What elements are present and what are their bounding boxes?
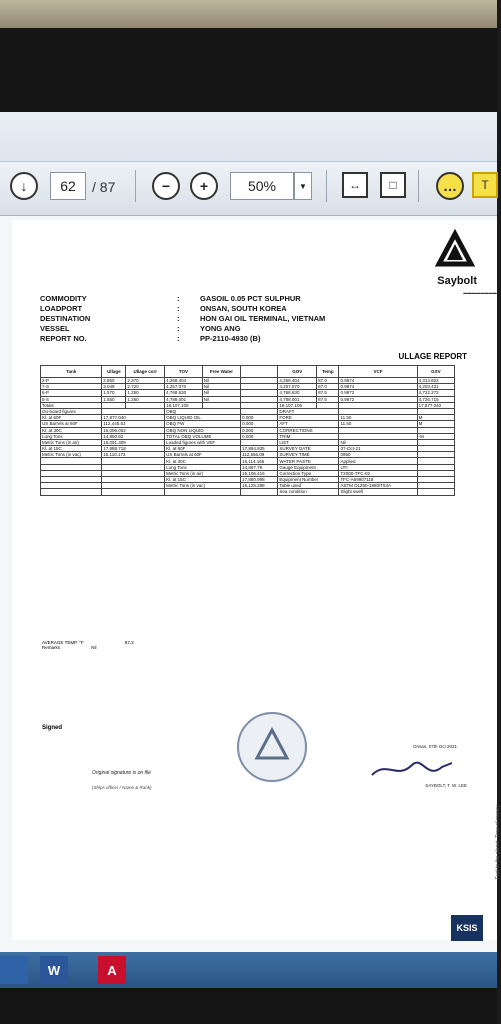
table-cell: 1.260 [126, 396, 165, 402]
table-cell: 15,091.309 [102, 439, 165, 445]
original-signature-note: Original signature is on file [92, 770, 151, 776]
table-cell: 87.5 [317, 396, 339, 402]
menu-bar [0, 112, 497, 162]
brand-name: Saybolt [437, 275, 477, 287]
header-colons: : : : : : [177, 294, 180, 343]
table-cell: Table used [278, 483, 339, 489]
chevron-down-icon[interactable]: ▼ [294, 172, 312, 200]
table-cell: 87.5 [317, 390, 339, 396]
zoom-out-icon[interactable]: − [152, 172, 180, 200]
value-destination: HON GAI OIL TERMINAL, VIETNAM [200, 314, 326, 323]
pdf-viewer-window [0, 112, 501, 952]
table-cell: 87.0 [317, 378, 339, 384]
table-cell: M [417, 421, 454, 427]
table-cell: Metric Tons (in vac) [41, 452, 102, 458]
table-cell: 4,203.431 [417, 384, 454, 390]
table-cell: 87.0 [317, 384, 339, 390]
document-area [0, 216, 501, 952]
table-cell: 07-Oct-21 [339, 446, 417, 452]
table-cell: 2.850 [102, 378, 126, 384]
table-cell: Long Tons [165, 464, 241, 470]
table-cell: On-board figures [41, 408, 102, 414]
toolbar-separator [326, 170, 327, 202]
table-cell: LIST [278, 439, 339, 445]
label-loadport: LOADPORT [40, 304, 83, 313]
taskbar-item[interactable] [0, 956, 28, 984]
table-cell: Nil [202, 378, 240, 384]
value-loadport: ONSAN, SOUTH KOREA [200, 304, 287, 313]
value-commodity: GASOIL 0.05 PCT SULPHUR [200, 294, 301, 303]
table-cell: 0.9874 [339, 384, 417, 390]
table-cell [241, 489, 278, 495]
table-cell: 4,788.001 [278, 396, 317, 402]
table-cell: OBQ LIQUID OIL [165, 415, 241, 421]
table-cell: US Barrels at 60F [41, 421, 102, 427]
table-cell: 0.000 [241, 415, 278, 421]
date-place: Onsan, 07th Oct 2021 [412, 744, 457, 749]
monitor-bezel-bottom [0, 988, 497, 1024]
table-cell: OBQ NON LIQUID [165, 427, 241, 433]
table-cell: SURVEY DATE [278, 446, 339, 452]
value-vessel: YONG ANG [200, 324, 241, 333]
table-cell: Temp [317, 366, 339, 378]
table-cell [102, 489, 165, 495]
table-cell: 2.370 [126, 378, 165, 384]
table-cell: 4,768.630 [165, 390, 203, 396]
table-cell: Kl. at 60F [165, 446, 241, 452]
table-cell: T2000-TFC-02 [339, 470, 417, 476]
table-cell: 0.000 [241, 421, 278, 427]
table-cell: 0.9872 [339, 390, 417, 396]
taskbar [0, 952, 497, 988]
signed-label: Signed [42, 725, 63, 731]
ships-officer-note: (Ships officer / Name & Rank) [92, 785, 152, 790]
table-cell: Equipment Number [278, 477, 339, 483]
table-cell: 14,850.92 [102, 433, 165, 439]
table-cell [241, 366, 278, 378]
page-down-icon[interactable]: ↓ [10, 172, 38, 200]
table-cell: 15,110.173 [102, 452, 165, 458]
table-cell: ASTM D1250-1980/T54A [339, 483, 417, 489]
company-stamp [237, 712, 307, 782]
table-cell: 11.50 [339, 415, 417, 421]
report-title: ULLAGE REPORT [398, 352, 467, 361]
table-cell: 1.570 [102, 390, 126, 396]
table-cell: Free Water [202, 366, 240, 378]
avg-temp-label: AVERAGE TEMP. °F [42, 640, 84, 645]
monitor-bezel-top [0, 28, 497, 112]
avg-temp-value: 87.3 [124, 640, 134, 645]
table-cell: DRAFT [278, 408, 339, 414]
signatory-name: SAYBOLT, T. W. LEE [425, 783, 467, 788]
table-cell: GOV [278, 366, 317, 378]
table-cell: 0.9874 [339, 378, 417, 384]
table-cell [165, 489, 241, 495]
table-cell: 16,096.002 [102, 427, 165, 433]
table-cell: OBQ [165, 408, 241, 414]
comment-icon[interactable]: … [436, 172, 464, 200]
table-cell: Tank [41, 366, 102, 378]
toolbar [0, 162, 497, 216]
table-cell: 0.9872 [339, 396, 417, 402]
table-cell: Metric Tons (in vac) [165, 483, 241, 489]
pdf-app-icon[interactable]: A [98, 956, 126, 984]
table-cell: Long Tons [41, 433, 102, 439]
table-cell [417, 489, 454, 495]
table-cell: 0.000 [241, 427, 278, 433]
table-cell: Nil [202, 390, 240, 396]
table-cell: 5-S [41, 396, 102, 402]
label-vessel: VESSEL [40, 324, 70, 333]
ullage-table [40, 365, 455, 496]
room-background [0, 0, 497, 30]
table-cell: VCF [339, 366, 417, 378]
table-cell: 1.550 [102, 396, 126, 402]
table-cell: WATER PASTE [278, 458, 339, 464]
table-cell: Applied [339, 458, 417, 464]
table-cell: 0.000 [241, 433, 278, 439]
table-cell: 15,106.416 [241, 470, 278, 476]
table-cell: TFC-A69907118 [339, 477, 417, 483]
table-cell: 4,268.404 [165, 378, 203, 384]
table-cell: 14,867.79 [241, 464, 278, 470]
table-cell: Nil [202, 384, 240, 390]
fit-page-icon[interactable]: □ [380, 172, 406, 198]
table-cell: Gauge Equipment [278, 464, 339, 470]
table-cell: Kl. at 60F [41, 415, 102, 421]
table-cell: 4,768.630 [278, 390, 317, 396]
table-cell: 3.049 [102, 384, 126, 390]
zoom-level-select[interactable]: 50% [230, 172, 294, 200]
header-values [200, 294, 325, 344]
table-cell: Kl. at 15C [165, 477, 241, 483]
toolbar-separator [135, 170, 136, 202]
table-cell: 4,788.001 [165, 396, 203, 402]
table-cell: 1.250 [126, 390, 165, 396]
table-cell: 18,107.105 [278, 402, 317, 408]
table-cell: Kl. at 30C [165, 458, 241, 464]
table-cell: 15,125.288 [241, 483, 278, 489]
table-cell [41, 489, 102, 495]
word-app-icon[interactable]: W [40, 956, 68, 984]
remarks-block [42, 640, 134, 650]
table-cell: 6-P [41, 390, 102, 396]
table-cell: Sea condition [278, 489, 339, 495]
table-cell: 112,556.09 [241, 452, 278, 458]
table-cell: 0950 [339, 452, 417, 458]
table-cell: 7-S [41, 384, 102, 390]
table-cell: TOTAL OBQ VOLUME [165, 433, 241, 439]
table-cell: Metric Tons (in air) [165, 470, 241, 476]
table-cell: Loaded figures with VEF [165, 439, 241, 445]
table-cell: CORRECTIONS [278, 427, 339, 433]
table-cell: 4,726.715 [417, 396, 454, 402]
table-cell: 17,877.040 [417, 402, 454, 408]
table-row [41, 489, 455, 495]
table-cell: US Barrels at 60F [165, 452, 241, 458]
table-cell: 18,107.105 [165, 402, 203, 408]
table-cell: 17,880.998 [241, 477, 278, 483]
table-cell: 4,314.822 [417, 378, 454, 384]
table-cell: UTI [339, 464, 417, 470]
document-page [12, 220, 501, 940]
table-cell: 112,445.53 [102, 421, 165, 427]
table-cell: TRIM [278, 433, 339, 439]
table-cell: 4,268.404 [278, 378, 317, 384]
zoom-in-icon[interactable]: + [190, 172, 218, 200]
fit-width-icon[interactable]: ↔ [342, 172, 368, 198]
table-cell: 2.720 [126, 384, 165, 390]
table-cell: Nil [339, 439, 417, 445]
table-cell: 17,894.835 [241, 446, 278, 452]
table-cell: Kl. at 15C [41, 446, 102, 452]
table-row [41, 366, 455, 378]
signature-image [367, 755, 457, 783]
brand-tagline: ▬▬▬▬▬▬▬▬ [463, 290, 497, 295]
table-cell: M [417, 415, 454, 421]
table-cell: Kl. at 30C [41, 427, 102, 433]
table-cell: SURVEY TIME [278, 452, 339, 458]
table-cell: Nil [202, 396, 240, 402]
table-cell: TOV [165, 366, 203, 378]
table-cell: 4,257.070 [165, 384, 203, 390]
table-cell: Slight swell [339, 489, 417, 495]
table-cell: AFT [278, 421, 339, 427]
table-cell: 16,114.166 [241, 458, 278, 464]
table-cell: Metric Tons (in air) [41, 439, 102, 445]
table-cell: Ullage [102, 366, 126, 378]
label-commodity: COMMODITY [40, 294, 87, 303]
page-total-label: / 87 [92, 179, 116, 195]
side-slogan: Fuel to the planet. Time of money [495, 805, 501, 880]
table-cell: 17,877.040 [102, 415, 165, 421]
toolbar-separator [418, 170, 419, 202]
table-cell: FORE [278, 415, 339, 421]
table-cell: 4,257.070 [278, 384, 317, 390]
table-cell: 4,722.272 [417, 390, 454, 396]
value-report-no: PP-2110-4930 (B) [200, 334, 261, 343]
header-labels [40, 294, 90, 344]
table-cell: Correction Type [278, 470, 339, 476]
table-cell: OBQ FW [165, 421, 241, 427]
table-cell: 17,888.718 [102, 446, 165, 452]
table-cell: 2-P [41, 378, 102, 384]
table-cell: GSV [417, 366, 454, 378]
table-cell: Totals [41, 402, 102, 408]
ksis-badge: KSIS [451, 915, 483, 941]
remarks-value: Nil [91, 645, 97, 650]
label-destination: DESTINATION [40, 314, 91, 323]
table-cell: Ullage corr [126, 366, 165, 378]
highlight-icon[interactable]: T [472, 172, 498, 198]
table-cell: -M [417, 433, 454, 439]
page-number-input[interactable]: 62 [50, 172, 86, 200]
label-report-no: REPORT NO. [40, 334, 87, 343]
remarks-label: Remarks [42, 645, 61, 650]
table-cell: 11.50 [339, 421, 417, 427]
